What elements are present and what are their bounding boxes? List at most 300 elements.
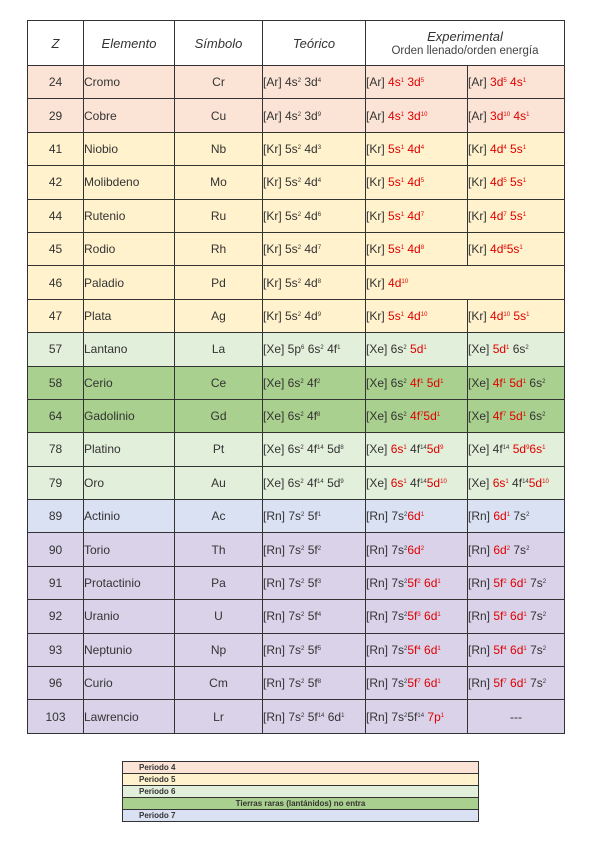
config-fragment: 6d	[407, 509, 421, 524]
config-fragment: 4d	[490, 208, 504, 223]
table-row	[28, 700, 565, 733]
superscript: 1	[522, 144, 527, 151]
superscript: 5	[420, 78, 425, 85]
superscript: 2	[404, 545, 408, 552]
symbol-cell: Lr	[175, 700, 263, 733]
table-row	[28, 600, 565, 633]
config-fragment: 4d	[301, 208, 318, 223]
config-fragment: 3d	[404, 75, 421, 90]
config-fragment: 5f	[493, 642, 504, 657]
config-fragment: [Xe] 6s	[366, 409, 404, 424]
symbol-cell: Rh	[175, 232, 263, 265]
experimental-filling-cell	[366, 533, 468, 566]
config-fragment: [Kr]	[468, 141, 491, 156]
superscript: 2	[542, 645, 547, 652]
superscript: 1	[437, 579, 441, 586]
config-fragment: [Ar]	[468, 108, 491, 123]
config-fragment: 6d	[420, 642, 438, 657]
superscript: 2	[301, 679, 305, 686]
superscript: 2	[506, 545, 511, 552]
theoretical-config-cell	[263, 199, 366, 232]
config-fragment: 7s	[526, 642, 543, 657]
symbol-cell: Pa	[175, 566, 263, 599]
config-fragment: [Xe]	[468, 342, 493, 357]
experimental-energy-cell	[468, 533, 565, 566]
config-fragment: 5s	[510, 308, 527, 323]
config-fragment: 4s	[388, 75, 401, 90]
config-fragment: 5d	[506, 409, 523, 424]
config-fragment: 6s	[492, 475, 506, 490]
symbol-cell: Pt	[175, 433, 263, 466]
superscript: 1	[400, 144, 405, 151]
element-name-cell: Neptunio	[84, 633, 175, 666]
config-fragment: 5d	[423, 409, 437, 424]
experimental-energy-cell	[468, 333, 565, 366]
superscript: 8	[317, 412, 321, 419]
atomic-number-cell: 41	[28, 132, 84, 165]
config-fragment: 4s	[510, 108, 527, 123]
config-fragment: 4d	[388, 275, 402, 290]
superscript: 7	[317, 245, 322, 252]
superscript: 1	[526, 111, 530, 118]
element-name-cell: Torio	[84, 533, 175, 566]
config-fragment: 5s	[506, 242, 520, 257]
config-fragment: 6s	[529, 442, 543, 457]
experimental-filling-cell	[366, 99, 468, 132]
config-fragment: [Rn] 7s	[263, 709, 302, 724]
symbol-cell: Ag	[175, 299, 263, 332]
superscript: 3	[503, 612, 507, 619]
element-name-cell: Oro	[84, 466, 175, 499]
config-fragment: 5d	[426, 475, 441, 490]
config-fragment: 7p	[424, 709, 441, 724]
element-name-cell: Molibdeno	[84, 166, 175, 199]
period-legend	[122, 761, 479, 822]
superscript: 2	[301, 712, 305, 719]
config-fragment: 6d	[420, 576, 438, 591]
experimental-filling-cell	[366, 633, 468, 666]
superscript: 6	[301, 345, 305, 352]
legend-row	[123, 762, 479, 774]
config-fragment: 5f	[407, 576, 418, 591]
config-fragment: 4d	[301, 175, 318, 190]
config-fragment: 7s	[510, 542, 527, 557]
element-name-cell: Cerio	[84, 366, 175, 399]
theoretical-config-cell	[263, 99, 366, 132]
symbol-cell: Mo	[175, 166, 263, 199]
config-fragment: 4d	[301, 242, 318, 257]
config-fragment: 5s	[506, 208, 523, 223]
theoretical-config-cell	[263, 500, 366, 533]
element-name-cell: Lantano	[84, 333, 175, 366]
experimental-energy-cell	[468, 99, 565, 132]
superscript: 2	[317, 378, 321, 385]
config-fragment: 4d	[490, 242, 504, 257]
superscript: 1	[519, 245, 523, 252]
config-fragment: [Xe] 6s	[263, 375, 301, 390]
config-fragment: 5d	[323, 442, 341, 457]
config-fragment: 5f	[493, 576, 504, 591]
config-fragment: [Rn] 7s	[366, 642, 405, 657]
symbol-cell: La	[175, 333, 263, 366]
superscript: 1	[523, 612, 527, 619]
config-fragment: 5f	[304, 542, 318, 557]
superscript: 14	[502, 445, 510, 452]
experimental-filling-cell	[366, 700, 468, 733]
config-fragment: [Rn] 7s	[366, 542, 405, 557]
superscript: 2	[297, 111, 302, 118]
superscript: 4	[503, 645, 507, 652]
config-fragment: 6d	[324, 709, 342, 724]
superscript: 2	[301, 645, 305, 652]
table-row	[28, 199, 565, 232]
superscript: 1	[440, 712, 445, 719]
element-name-cell: Paladio	[84, 266, 175, 299]
theoretical-config-cell	[263, 166, 366, 199]
superscript: 1	[400, 311, 405, 318]
superscript: 1	[523, 679, 527, 686]
config-fragment: 6d	[506, 642, 524, 657]
experimental-energy-cell	[468, 433, 565, 466]
element-name-cell: Cobre	[84, 99, 175, 132]
config-fragment: [Kr]	[366, 175, 389, 190]
superscript: 8	[503, 245, 507, 252]
config-fragment: [Kr]	[366, 242, 389, 257]
header-symbol: Símbolo	[175, 21, 263, 66]
superscript: 7	[420, 211, 425, 218]
element-name-cell: Gadolinio	[84, 399, 175, 432]
superscript: 2	[503, 579, 507, 586]
superscript: 2	[404, 579, 408, 586]
superscript: 2	[404, 712, 408, 719]
legend-label: Periodo 5	[123, 774, 479, 786]
superscript: 2	[542, 679, 547, 686]
config-fragment: [Rn] 7s	[366, 676, 405, 691]
config-fragment: 6s	[390, 475, 404, 490]
superscript: 5	[317, 645, 322, 652]
superscript: 10	[401, 278, 409, 285]
element-name-cell: Lawrencio	[84, 700, 175, 733]
config-fragment: 5f	[407, 709, 418, 724]
config-fragment: [Kr]	[468, 175, 491, 190]
theoretical-config-cell	[263, 433, 366, 466]
superscript: 2	[301, 512, 305, 519]
config-fragment: [Rn] 7s	[263, 509, 302, 524]
theoretical-config-cell	[263, 132, 366, 165]
config-fragment: 4f	[410, 409, 421, 424]
config-fragment: [Rn] 7s	[263, 642, 302, 657]
config-fragment: [Xe]	[468, 475, 493, 490]
config-fragment: [Rn]	[468, 509, 494, 524]
superscript: 2	[300, 378, 304, 385]
experimental-filling-cell	[366, 466, 468, 499]
atomic-number-cell: 64	[28, 399, 84, 432]
config-fragment: 5f	[493, 609, 504, 624]
superscript: 14	[420, 445, 427, 452]
superscript: 14	[522, 478, 529, 485]
superscript: 10	[503, 111, 511, 118]
legend-row	[123, 798, 479, 810]
superscript: 2	[525, 345, 529, 352]
config-fragment: 5d	[512, 442, 527, 457]
superscript: 1	[437, 612, 441, 619]
config-fragment: 3d	[490, 75, 504, 90]
config-fragment: 5s	[388, 208, 401, 223]
config-fragment: 4d	[301, 275, 318, 290]
experimental-filling-cell	[366, 600, 468, 633]
config-fragment: 4f	[303, 375, 318, 390]
electron-configuration-table	[27, 20, 565, 734]
config-fragment: [Kr]	[366, 308, 389, 323]
superscript: 8	[420, 245, 425, 252]
config-fragment: [Rn] 7s	[366, 709, 405, 724]
config-fragment: 5f	[304, 509, 318, 524]
superscript: 2	[404, 512, 408, 519]
atomic-number-cell: 78	[28, 433, 84, 466]
config-fragment: [Ar] 4s	[263, 75, 298, 90]
config-fragment: [Xe]	[468, 375, 493, 390]
superscript: 7	[503, 211, 507, 218]
superscript: 2	[404, 679, 408, 686]
atomic-number-cell: 103	[28, 700, 84, 733]
atomic-number-cell: 91	[28, 566, 84, 599]
superscript: 3	[317, 144, 322, 151]
config-fragment: [Xe] 6s	[263, 475, 301, 490]
theoretical-config-cell	[263, 266, 366, 299]
superscript: 2	[300, 412, 304, 419]
config-fragment: 6d	[506, 676, 524, 691]
config-fragment: [Xe] 6s	[366, 342, 404, 357]
config-fragment: [Rn]	[468, 609, 494, 624]
superscript: 1	[400, 78, 405, 85]
config-fragment: 5d	[410, 342, 424, 357]
config-fragment: 5d	[528, 475, 543, 490]
config-fragment: [Rn]	[468, 642, 494, 657]
config-fragment: 6s	[509, 342, 526, 357]
superscript: 1	[502, 378, 507, 385]
superscript: 4	[417, 645, 421, 652]
superscript: 2	[297, 144, 302, 151]
superscript: 2	[300, 445, 304, 452]
experimental-energy-cell	[468, 399, 565, 432]
atomic-number-cell: 45	[28, 232, 84, 265]
table-body	[28, 66, 565, 734]
superscript: 1	[437, 679, 441, 686]
config-fragment: 4s	[506, 75, 523, 90]
config-fragment: [Xe]	[366, 475, 391, 490]
config-fragment: 5f	[304, 676, 318, 691]
superscript: 1	[403, 445, 407, 452]
config-fragment: 7s	[526, 576, 543, 591]
config-fragment: [Rn]	[468, 576, 494, 591]
superscript: 2	[320, 345, 324, 352]
superscript: 10	[440, 478, 447, 485]
config-fragment: 4d	[490, 308, 504, 323]
superscript: 8	[317, 278, 322, 285]
legend-row	[123, 786, 479, 798]
element-name-cell: Rodio	[84, 232, 175, 265]
config-fragment: 4d	[404, 242, 421, 257]
legend-row	[123, 810, 479, 822]
superscript: 1	[505, 478, 509, 485]
superscript: 2	[297, 278, 302, 285]
superscript: 2	[542, 378, 546, 385]
superscript: 14	[317, 478, 324, 485]
config-fragment: 4f	[303, 409, 318, 424]
config-fragment: [Xe] 4f	[468, 442, 503, 457]
theoretical-config-cell	[263, 66, 366, 99]
config-fragment: 4f	[323, 342, 338, 357]
experimental-energy-cell	[468, 166, 565, 199]
superscript: 2	[297, 245, 302, 252]
config-fragment: 4d	[301, 308, 318, 323]
config-fragment: 4f	[406, 475, 421, 490]
header-experimental	[366, 21, 565, 66]
superscript: 1	[522, 378, 527, 385]
theoretical-config-cell	[263, 399, 366, 432]
superscript: 1	[522, 412, 527, 419]
config-fragment: 5f	[304, 642, 318, 657]
config-fragment: 4d	[404, 141, 421, 156]
symbol-cell: Nb	[175, 132, 263, 165]
superscript: 2	[542, 579, 547, 586]
experimental-energy-cell	[468, 667, 565, 700]
superscript: 3	[317, 579, 322, 586]
config-fragment: 6s	[526, 375, 543, 390]
config-fragment: 4d	[404, 308, 421, 323]
element-name-cell: Platino	[84, 433, 175, 466]
config-fragment: [Kr]	[468, 308, 491, 323]
atomic-number-cell: 44	[28, 199, 84, 232]
config-fragment: [Kr]	[468, 208, 491, 223]
superscript: 2	[417, 579, 421, 586]
table-row	[28, 66, 565, 99]
config-fragment: [Kr] 5s	[263, 242, 298, 257]
table-row	[28, 333, 565, 366]
config-fragment: 5f	[304, 609, 318, 624]
superscript: 14	[317, 445, 324, 452]
superscript: 2	[403, 345, 407, 352]
symbol-cell: Th	[175, 533, 263, 566]
table-row	[28, 266, 565, 299]
symbol-cell: Ac	[175, 500, 263, 533]
element-name-cell: Protactinio	[84, 566, 175, 599]
superscript: 8	[317, 679, 322, 686]
experimental-energy-cell	[468, 366, 565, 399]
config-fragment: [Kr]	[468, 242, 491, 257]
config-fragment: 7s	[510, 509, 527, 524]
config-fragment: 4d	[490, 175, 504, 190]
symbol-cell: Ru	[175, 199, 263, 232]
atomic-number-cell: 92	[28, 600, 84, 633]
symbol-cell: Cm	[175, 667, 263, 700]
superscript: 2	[297, 78, 302, 85]
experimental-energy-cell	[468, 566, 565, 599]
superscript: 2	[526, 545, 530, 552]
config-fragment: [Rn] 7s	[263, 542, 302, 557]
config-fragment: 4f	[492, 375, 503, 390]
experimental-filling-cell	[366, 132, 468, 165]
superscript: 1	[317, 512, 322, 519]
table-row	[28, 466, 565, 499]
config-fragment: 5s	[388, 175, 401, 190]
experimental-energy-cell	[468, 232, 565, 265]
config-fragment: 6s	[304, 342, 321, 357]
superscript: 5	[420, 178, 425, 185]
config-fragment: 6s	[390, 442, 404, 457]
table-row	[28, 566, 565, 599]
header-theoretical: Teórico	[263, 21, 366, 66]
config-fragment: [Xe] 6s	[263, 442, 301, 457]
config-fragment: 5d	[492, 342, 507, 357]
table-row	[28, 500, 565, 533]
superscript: 1	[403, 478, 407, 485]
config-fragment: [Kr] 5s	[263, 208, 298, 223]
atomic-number-cell: 58	[28, 366, 84, 399]
atomic-number-cell: 79	[28, 466, 84, 499]
superscript: 1	[523, 645, 527, 652]
experimental-filling-cell	[366, 433, 468, 466]
superscript: 3	[417, 612, 421, 619]
superscript: 4	[317, 78, 322, 85]
config-fragment: [Ar]	[366, 75, 389, 90]
experimental-energy-cell	[468, 299, 565, 332]
config-fragment: [Xe]	[468, 409, 493, 424]
superscript: 1	[542, 445, 546, 452]
element-name-cell: Cromo	[84, 66, 175, 99]
superscript: 14	[420, 478, 427, 485]
config-fragment: [Xe] 6s	[366, 375, 404, 390]
config-fragment: 4f	[406, 442, 421, 457]
config-fragment: [Kr] 5s	[263, 175, 298, 190]
element-name-cell: Rutenio	[84, 199, 175, 232]
table-row	[28, 533, 565, 566]
symbol-cell: Pd	[175, 266, 263, 299]
config-fragment: 5f	[407, 642, 418, 657]
theoretical-config-cell	[263, 333, 366, 366]
superscript: 1	[400, 111, 405, 118]
config-fragment: 5f	[493, 676, 504, 691]
config-fragment: 5d	[423, 375, 441, 390]
symbol-cell: Np	[175, 633, 263, 666]
config-fragment: [Xe] 6s	[263, 409, 301, 424]
superscript: 1	[523, 579, 527, 586]
experimental-filling-cell	[366, 500, 468, 533]
superscript: 9	[526, 445, 530, 452]
theoretical-config-cell	[263, 299, 366, 332]
config-fragment: 7s	[526, 676, 543, 691]
atomic-number-cell: 90	[28, 533, 84, 566]
legend-label: Periodo 6	[123, 786, 479, 798]
superscript: 1	[437, 645, 441, 652]
config-fragment: 5f	[304, 709, 318, 724]
config-fragment: [Rn] 7s	[366, 609, 405, 624]
superscript: 2	[317, 545, 322, 552]
superscript: 4	[317, 178, 322, 185]
config-fragment: [Kr] 5s	[263, 308, 298, 323]
superscript: 9	[440, 445, 444, 452]
superscript: 1	[420, 512, 425, 519]
config-fragment: 5s	[388, 308, 401, 323]
config-fragment: 5f	[407, 609, 418, 624]
config-fragment: 5d	[506, 375, 523, 390]
theoretical-config-cell	[263, 700, 366, 733]
config-fragment: 6d	[506, 576, 524, 591]
legend-body	[123, 762, 479, 822]
superscript: 2	[301, 612, 305, 619]
superscript: 1	[526, 311, 530, 318]
superscript: 2	[542, 612, 547, 619]
